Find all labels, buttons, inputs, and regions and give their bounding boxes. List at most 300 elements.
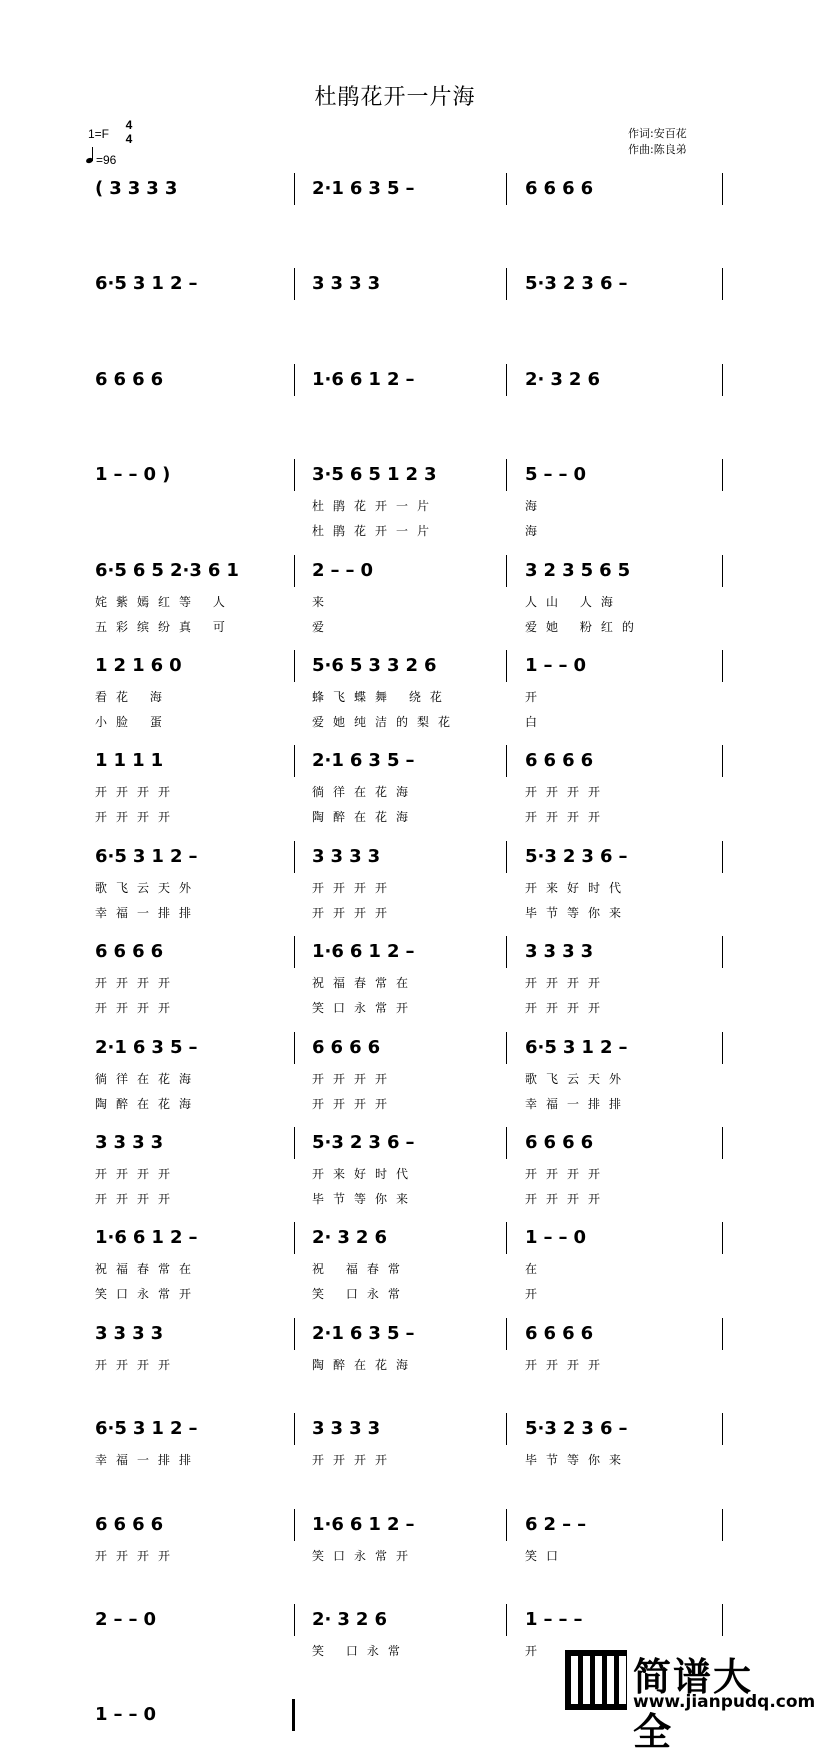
note: 3 [132, 1323, 145, 1344]
measure [525, 369, 606, 391]
lyric-line: 杜鹃花开一片 [312, 499, 439, 513]
note: 2 [355, 1227, 369, 1248]
measure [95, 1609, 162, 1631]
note: 6 [132, 369, 145, 390]
note: 3 [132, 846, 146, 867]
measure [525, 1227, 592, 1249]
note: 6 [330, 1037, 344, 1058]
note: 5·3 [312, 1132, 344, 1153]
lyric-line: 陶醉在花海 [95, 1097, 201, 1111]
note: ( [95, 178, 104, 199]
final-bar-line [292, 1699, 295, 1731]
logo-url: www.jianpudq.com [633, 1692, 815, 1712]
measure [95, 750, 169, 772]
lyric-line: 幸福一排排 [95, 906, 201, 920]
note: 2 [169, 1418, 183, 1439]
lyric-line: 毕节等你来 [312, 1192, 418, 1206]
time-signature-bottom: 4 [125, 132, 133, 146]
note: 1 [132, 750, 145, 771]
note: 6 [543, 1132, 557, 1153]
bar-line [506, 650, 507, 682]
note: – [543, 464, 553, 485]
note: 6 [132, 1037, 146, 1058]
lyric-line: 开开开开 [312, 881, 397, 895]
note: 2· [312, 1227, 332, 1248]
note: – [128, 1609, 138, 1630]
measure [525, 273, 633, 295]
note: 0 [169, 655, 182, 676]
note: – [405, 1514, 415, 1535]
bar-line [722, 1509, 723, 1541]
note: 3 [367, 1418, 381, 1439]
note: 2 [599, 1037, 613, 1058]
bar-line [722, 364, 723, 396]
measure [95, 1037, 203, 1059]
lyric-line: 开开开开 [95, 1192, 180, 1206]
note: – [558, 1227, 568, 1248]
measure [525, 464, 592, 486]
bar-line [506, 555, 507, 587]
measure [312, 369, 420, 391]
note: 1 [386, 464, 400, 485]
measure [95, 273, 203, 295]
lyric-line: 开开开开 [525, 1001, 610, 1015]
note: 3 [132, 1132, 145, 1153]
note: 5 [580, 560, 594, 581]
bar-line [506, 268, 507, 300]
note: 3 [132, 273, 146, 294]
lyric-line: 开来好时代 [525, 881, 631, 895]
note: 3 [368, 750, 381, 771]
bar-line [294, 1318, 295, 1350]
note: 3 [164, 178, 178, 199]
lyric-line: 开开开开 [95, 1167, 180, 1181]
note: 5·3 [525, 846, 557, 867]
bar-line [506, 841, 507, 873]
note: 6 [349, 1514, 363, 1535]
note: – [618, 846, 628, 867]
note: 2 [543, 560, 557, 581]
note: – [573, 1609, 583, 1630]
lyric-line: 海 [525, 524, 547, 538]
note: – [558, 655, 568, 676]
measure [525, 1132, 599, 1154]
note: 2 [312, 560, 325, 581]
note: 5 [368, 464, 381, 485]
note: 2 [95, 1609, 108, 1630]
note: 6 [150, 655, 164, 676]
measure [525, 846, 633, 868]
bar-line [506, 1222, 507, 1254]
note: 0 [573, 464, 587, 485]
lyric-line: 歌飞云天外 [525, 1072, 631, 1086]
note: 3 [525, 941, 538, 962]
measure [312, 1323, 420, 1345]
measure [95, 464, 176, 486]
lyric-line: 爱她 粉红的 [525, 620, 643, 634]
note: 6 [374, 1609, 387, 1630]
note: 5 [151, 560, 164, 581]
note: 6 [132, 941, 145, 962]
note: 5·6 [312, 655, 344, 676]
bar-line [722, 1222, 723, 1254]
note: 3 [95, 1132, 108, 1153]
measure [312, 178, 420, 200]
note: – [405, 941, 415, 962]
lyric-line: 开开开开 [95, 1549, 180, 1563]
bar-line [294, 745, 295, 777]
note: 6 [543, 178, 557, 199]
note: – [618, 273, 628, 294]
note: – [128, 1704, 138, 1725]
lyric-line: 人山 人海 [525, 595, 622, 609]
lyric-line: 杜鹃花开一片 [312, 524, 439, 538]
lyric-line: 姹紫嫣红等 人 [95, 595, 234, 609]
bar-line [294, 268, 295, 300]
note: – [330, 560, 340, 581]
lyric-line: 开开开开 [525, 810, 610, 824]
note: 3 [368, 655, 381, 676]
measure [312, 1132, 420, 1154]
lyric-line: 开开开开 [312, 1453, 397, 1467]
note: 1 [368, 369, 381, 390]
note: 5 [349, 655, 363, 676]
note: 3 [562, 560, 575, 581]
site-logo [565, 1640, 815, 1754]
lyric-line: 开开开开 [525, 1167, 610, 1181]
lyricist: 作词:安百花 [628, 127, 687, 140]
bar-line [506, 1413, 507, 1445]
note: 6 [113, 941, 127, 962]
bar-line [294, 555, 295, 587]
bar-line [506, 1127, 507, 1159]
measure [312, 750, 420, 772]
measure [95, 560, 245, 582]
bar-line [294, 1032, 295, 1064]
measure [312, 941, 420, 963]
note: 5 [386, 750, 400, 771]
note: 1 [525, 655, 538, 676]
note: 3 [127, 178, 141, 199]
note: – [543, 1609, 553, 1630]
note: 6 [525, 1514, 538, 1535]
bar-line [294, 650, 295, 682]
note: 3 [349, 273, 362, 294]
lyric-line: 五彩缤纷真 可 [95, 620, 234, 634]
note: 6 [543, 1323, 557, 1344]
note: 2· [312, 1609, 332, 1630]
note: 2·1 [312, 750, 344, 771]
note: 6 [599, 273, 613, 294]
note: 3 [581, 846, 594, 867]
credits [628, 126, 687, 158]
note: – [405, 1323, 415, 1344]
note: 3 [330, 1418, 344, 1439]
bar-line [294, 1604, 295, 1636]
logo-brand: 简谱大全 [633, 1655, 754, 1754]
note: 1·6 [312, 369, 344, 390]
note: 2 [169, 846, 183, 867]
note: ) [162, 464, 171, 485]
note: 2 [562, 1418, 576, 1439]
note: 6 [562, 1323, 575, 1344]
lyric-line: 开开开开 [95, 810, 180, 824]
note: 2 [386, 941, 400, 962]
lyric-line: 爱 [312, 620, 334, 634]
note: 2 [405, 464, 419, 485]
measure [525, 1037, 633, 1059]
note: 3 [368, 1132, 381, 1153]
note: – [113, 464, 123, 485]
bar-line [722, 1032, 723, 1064]
note: 6·5 [95, 1418, 127, 1439]
tempo-value: =96 [96, 153, 117, 167]
measure [312, 560, 379, 582]
lyric-line: 开 [525, 1287, 547, 1301]
measure [95, 941, 169, 963]
lyric-line: 开开开开 [525, 1192, 610, 1206]
note: 3 [349, 846, 362, 867]
lyric-line: 在 [525, 1262, 547, 1276]
note: 3 [368, 178, 381, 199]
note: 2 [349, 1132, 363, 1153]
measure [95, 1227, 203, 1249]
bar-line [294, 1222, 295, 1254]
note: 6 [132, 1514, 145, 1535]
note: 3 [337, 1609, 350, 1630]
note: – [618, 1418, 628, 1439]
lyric-line: 笑口 [525, 1549, 568, 1563]
note: 6 [424, 655, 437, 676]
lyric-line: 开来好时代 [312, 1167, 418, 1181]
bar-line [722, 1127, 723, 1159]
note: 1 [151, 846, 164, 867]
note: – [618, 1037, 628, 1058]
note: 3 [562, 1037, 576, 1058]
measure [95, 1514, 169, 1536]
note: 3 [525, 560, 538, 581]
note: 2·1 [312, 1323, 344, 1344]
bar-line [506, 173, 507, 205]
note: 1 [150, 750, 164, 771]
bar-line [294, 173, 295, 205]
note: 6 [562, 1132, 575, 1153]
bar-line [294, 459, 295, 491]
note: 3 [312, 846, 325, 867]
lyric-line: 开开开开 [525, 976, 610, 990]
note: 3 [337, 1227, 350, 1248]
note: – [562, 1514, 572, 1535]
composer: 作曲:陈良弟 [628, 143, 687, 156]
note: 6 [349, 369, 363, 390]
note: – [128, 464, 138, 485]
note: 6 [374, 1227, 387, 1248]
note: 6 [367, 1037, 381, 1058]
lyric-line: 蜂飞蝶舞 绕花 [312, 690, 451, 704]
note: 6 [132, 1227, 146, 1248]
bar-line [506, 1032, 507, 1064]
lyric-line: 海 [525, 499, 547, 513]
bar-line [722, 1413, 723, 1445]
note: 1·6 [312, 1514, 344, 1535]
note: 1 [132, 655, 145, 676]
note: 1 [95, 1704, 108, 1725]
note: 1 [581, 1037, 594, 1058]
measure [312, 1418, 386, 1440]
lyric-line: 徜徉在花海 [95, 1072, 201, 1086]
lyric-line: 歌飞云天外 [95, 881, 201, 895]
note: 6·5 [95, 273, 127, 294]
note: 3 [151, 1037, 164, 1058]
lyric-line: 笑口永常开 [312, 1549, 418, 1563]
note: 6·5 [95, 560, 127, 581]
bar-line [506, 745, 507, 777]
note: 6 [587, 369, 600, 390]
note: 0 [143, 464, 157, 485]
lyric-line: 开开开开 [525, 1358, 610, 1372]
measure [95, 655, 188, 677]
lyric-line: 开开开开 [95, 1358, 180, 1372]
note: 1 [525, 1227, 538, 1248]
note: 3 [386, 655, 400, 676]
note: 2 [543, 1514, 557, 1535]
measure [525, 1418, 633, 1440]
lyric-line: 开开开开 [95, 976, 180, 990]
measure [95, 178, 183, 200]
note: 3 [349, 1418, 362, 1439]
note: 6 [95, 1514, 108, 1535]
note: 6 [150, 369, 164, 390]
bar-line [506, 1509, 507, 1541]
note: 2 [386, 1514, 400, 1535]
bar-line [722, 268, 723, 300]
note: 0 [573, 655, 587, 676]
note: 6 [113, 1514, 127, 1535]
bar-line [294, 1127, 295, 1159]
note: 6 [150, 941, 164, 962]
bar-line [722, 650, 723, 682]
lyric-line: 白 [525, 715, 547, 729]
measure [312, 1037, 386, 1059]
lyric-line: 笑口永常开 [95, 1287, 201, 1301]
note: 3 [550, 369, 563, 390]
note: 6 [386, 1132, 400, 1153]
measure [95, 1418, 203, 1440]
note: 6 [599, 1418, 613, 1439]
note: 2 [169, 1227, 183, 1248]
note: 3 [132, 1418, 146, 1439]
lyric-line: 陶醉在花海 [312, 1358, 418, 1372]
lyric-line: 笑口永常开 [312, 1001, 418, 1015]
note: 2 [113, 655, 127, 676]
measure [95, 369, 169, 391]
lyric-line: 开开开开 [312, 1097, 397, 1111]
note: 0 [143, 1704, 157, 1725]
note: – [405, 1132, 415, 1153]
note: 3·5 [312, 464, 344, 485]
quarter-note-icon [86, 152, 96, 164]
note: 5 [386, 1323, 400, 1344]
lyric-line: 开 [525, 1644, 547, 1658]
tempo-marking [86, 152, 116, 167]
bar-line [722, 745, 723, 777]
note: 3 [146, 178, 159, 199]
note: 6 [349, 750, 363, 771]
bar-line [294, 1509, 295, 1541]
note: 1 [368, 1514, 381, 1535]
note: 1 [151, 1227, 164, 1248]
note: 6 [525, 1132, 538, 1153]
bar-line [506, 459, 507, 491]
lyric-line: 开开开开 [525, 785, 610, 799]
bar-line [722, 936, 723, 968]
note: 6 [580, 750, 594, 771]
note: 2 [562, 273, 576, 294]
note: 3 [150, 1132, 164, 1153]
note: 3 [150, 1323, 164, 1344]
lyric-line: 开开开开 [312, 1072, 397, 1086]
note: 5 [169, 1037, 183, 1058]
note: – [345, 560, 355, 581]
note: 2 [355, 1609, 369, 1630]
note: 0 [360, 560, 374, 581]
note: 3 [580, 941, 594, 962]
note: 3 [330, 846, 344, 867]
bar-line [506, 364, 507, 396]
measure [312, 464, 443, 486]
piano-keys-icon [565, 1650, 627, 1710]
note: 1·6 [95, 1227, 127, 1248]
lyric-line: 毕节等你来 [525, 1453, 631, 1467]
measure [525, 655, 592, 677]
note: – [188, 273, 198, 294]
bar-line [294, 936, 295, 968]
note: – [577, 1514, 587, 1535]
note: 1 [151, 273, 164, 294]
note: – [558, 1609, 568, 1630]
note: 2 [169, 273, 183, 294]
note: 3 [367, 846, 381, 867]
note: 3 [424, 464, 437, 485]
note: – [113, 1704, 123, 1725]
measure [525, 1323, 599, 1345]
note: 5·3 [525, 1418, 557, 1439]
note: 6 [349, 1037, 362, 1058]
note: 6 [312, 1037, 325, 1058]
note: 1 [525, 1609, 538, 1630]
lyric-line: 徜徉在花海 [312, 785, 418, 799]
note: 6 [95, 369, 108, 390]
song-title: 杜鹃花开一片海 [314, 85, 476, 110]
note: 6 [543, 750, 557, 771]
bar-line [294, 1413, 295, 1445]
measure [312, 1227, 393, 1249]
note: 3 [109, 178, 122, 199]
measure [312, 1514, 420, 1536]
note: 1 [113, 750, 127, 771]
lyric-line: 幸福一排排 [525, 1097, 631, 1111]
lyric-line: 看花 海 [95, 690, 171, 704]
note: 5 [386, 178, 400, 199]
note: 6 [562, 178, 575, 199]
note: 6 [599, 560, 612, 581]
note: 3 [312, 273, 325, 294]
note: 3 [330, 273, 344, 294]
lyric-line: 陶醉在花海 [312, 810, 418, 824]
bar-line [722, 459, 723, 491]
note: 6 [562, 750, 575, 771]
note: 6 [349, 464, 363, 485]
